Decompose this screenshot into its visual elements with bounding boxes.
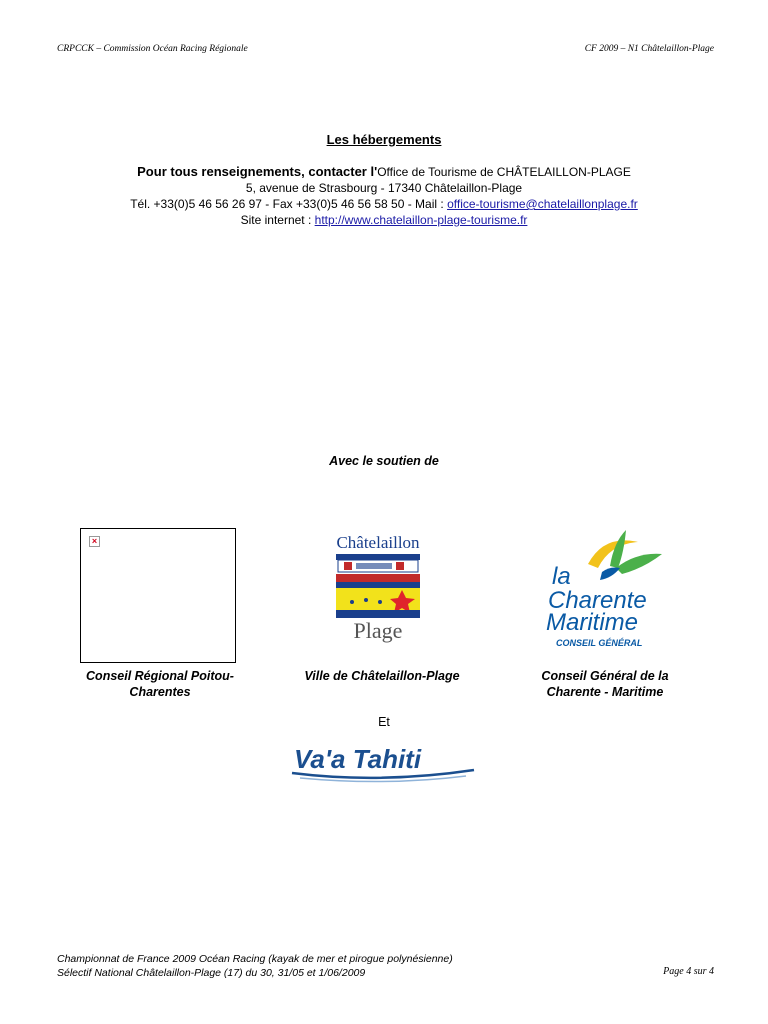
caption-departement <box>510 668 700 700</box>
charente-maritime-logo <box>540 522 668 652</box>
charente-logo-la: la <box>552 563 571 590</box>
site-label: Site internet : <box>240 213 315 227</box>
region-logo-broken-image <box>80 528 236 663</box>
broken-image-icon: × <box>89 536 100 547</box>
chatelaillon-logo-top: Châtelaillon <box>336 533 420 552</box>
caption-ville-line1: Ville de Châtelaillon-Plage <box>304 669 460 683</box>
header-right: CF 2009 – N1 Châtelaillon-Plage <box>584 44 714 54</box>
phone-line <box>0 196 768 212</box>
contact-office: Office de Tourisme de CHÂTELAILLON-PLAGE <box>377 165 631 179</box>
site-line <box>0 212 768 228</box>
footer-left <box>57 952 453 980</box>
header-left: CRPCCK – Commission Océan Racing Régionale <box>57 44 248 54</box>
chatelaillon-logo <box>330 528 426 648</box>
page-number: Page 4 sur 4 <box>663 966 714 977</box>
charente-logo-maritime: Maritime <box>546 609 639 636</box>
address-line: 5, avenue de Strasbourg - 17340 Châtelaillon-Plage <box>245 181 523 195</box>
bird-body <box>600 568 620 581</box>
footer-line2: Sélectif National Châtelaillon-Plage (17) du 30, 31/05 et 1/06/2009 <box>57 967 366 979</box>
caption-region <box>60 668 260 700</box>
vaa-tahiti-logo-text: Va'a Tahiti <box>294 744 422 774</box>
and-label: Et <box>378 715 390 729</box>
caption-region-line2: Charentes <box>129 685 191 699</box>
caption-departement-line1: Conseil Général de la <box>541 669 669 683</box>
site-link[interactable]: http://www.chatelaillon-plage-tourisme.fr <box>314 213 528 227</box>
footer-line1: Championnat de France 2009 Océan Racing (kayak de mer et pirogue polynésienne) <box>57 953 453 965</box>
vaa-tahiti-logo <box>290 740 480 786</box>
charente-logo-sub: CONSEIL GÉNÉRAL <box>556 638 643 648</box>
contact-line <box>0 164 768 180</box>
caption-ville <box>272 668 492 684</box>
contact-lead: Pour tous renseignements, contacter l' <box>137 164 378 179</box>
section-title: Les hébergements <box>326 132 442 147</box>
chatelaillon-logo-bottom: Plage <box>353 618 403 643</box>
email-link[interactable]: office-tourisme@chatelaillonplage.fr <box>447 197 638 211</box>
bird-wing-2 <box>616 554 662 574</box>
phone-fax: Tél. +33(0)5 46 56 26 97 - Fax +33(0)5 46 56 58 50 - Mail : <box>130 197 448 211</box>
caption-departement-line2: Charente - Maritime <box>546 685 664 699</box>
sponsors-heading: Avec le soutien de <box>329 454 439 468</box>
caption-region-line1: Conseil Régional Poitou- <box>86 669 234 683</box>
charente-logo-name: Charente <box>548 587 647 614</box>
contact-block <box>0 164 768 228</box>
